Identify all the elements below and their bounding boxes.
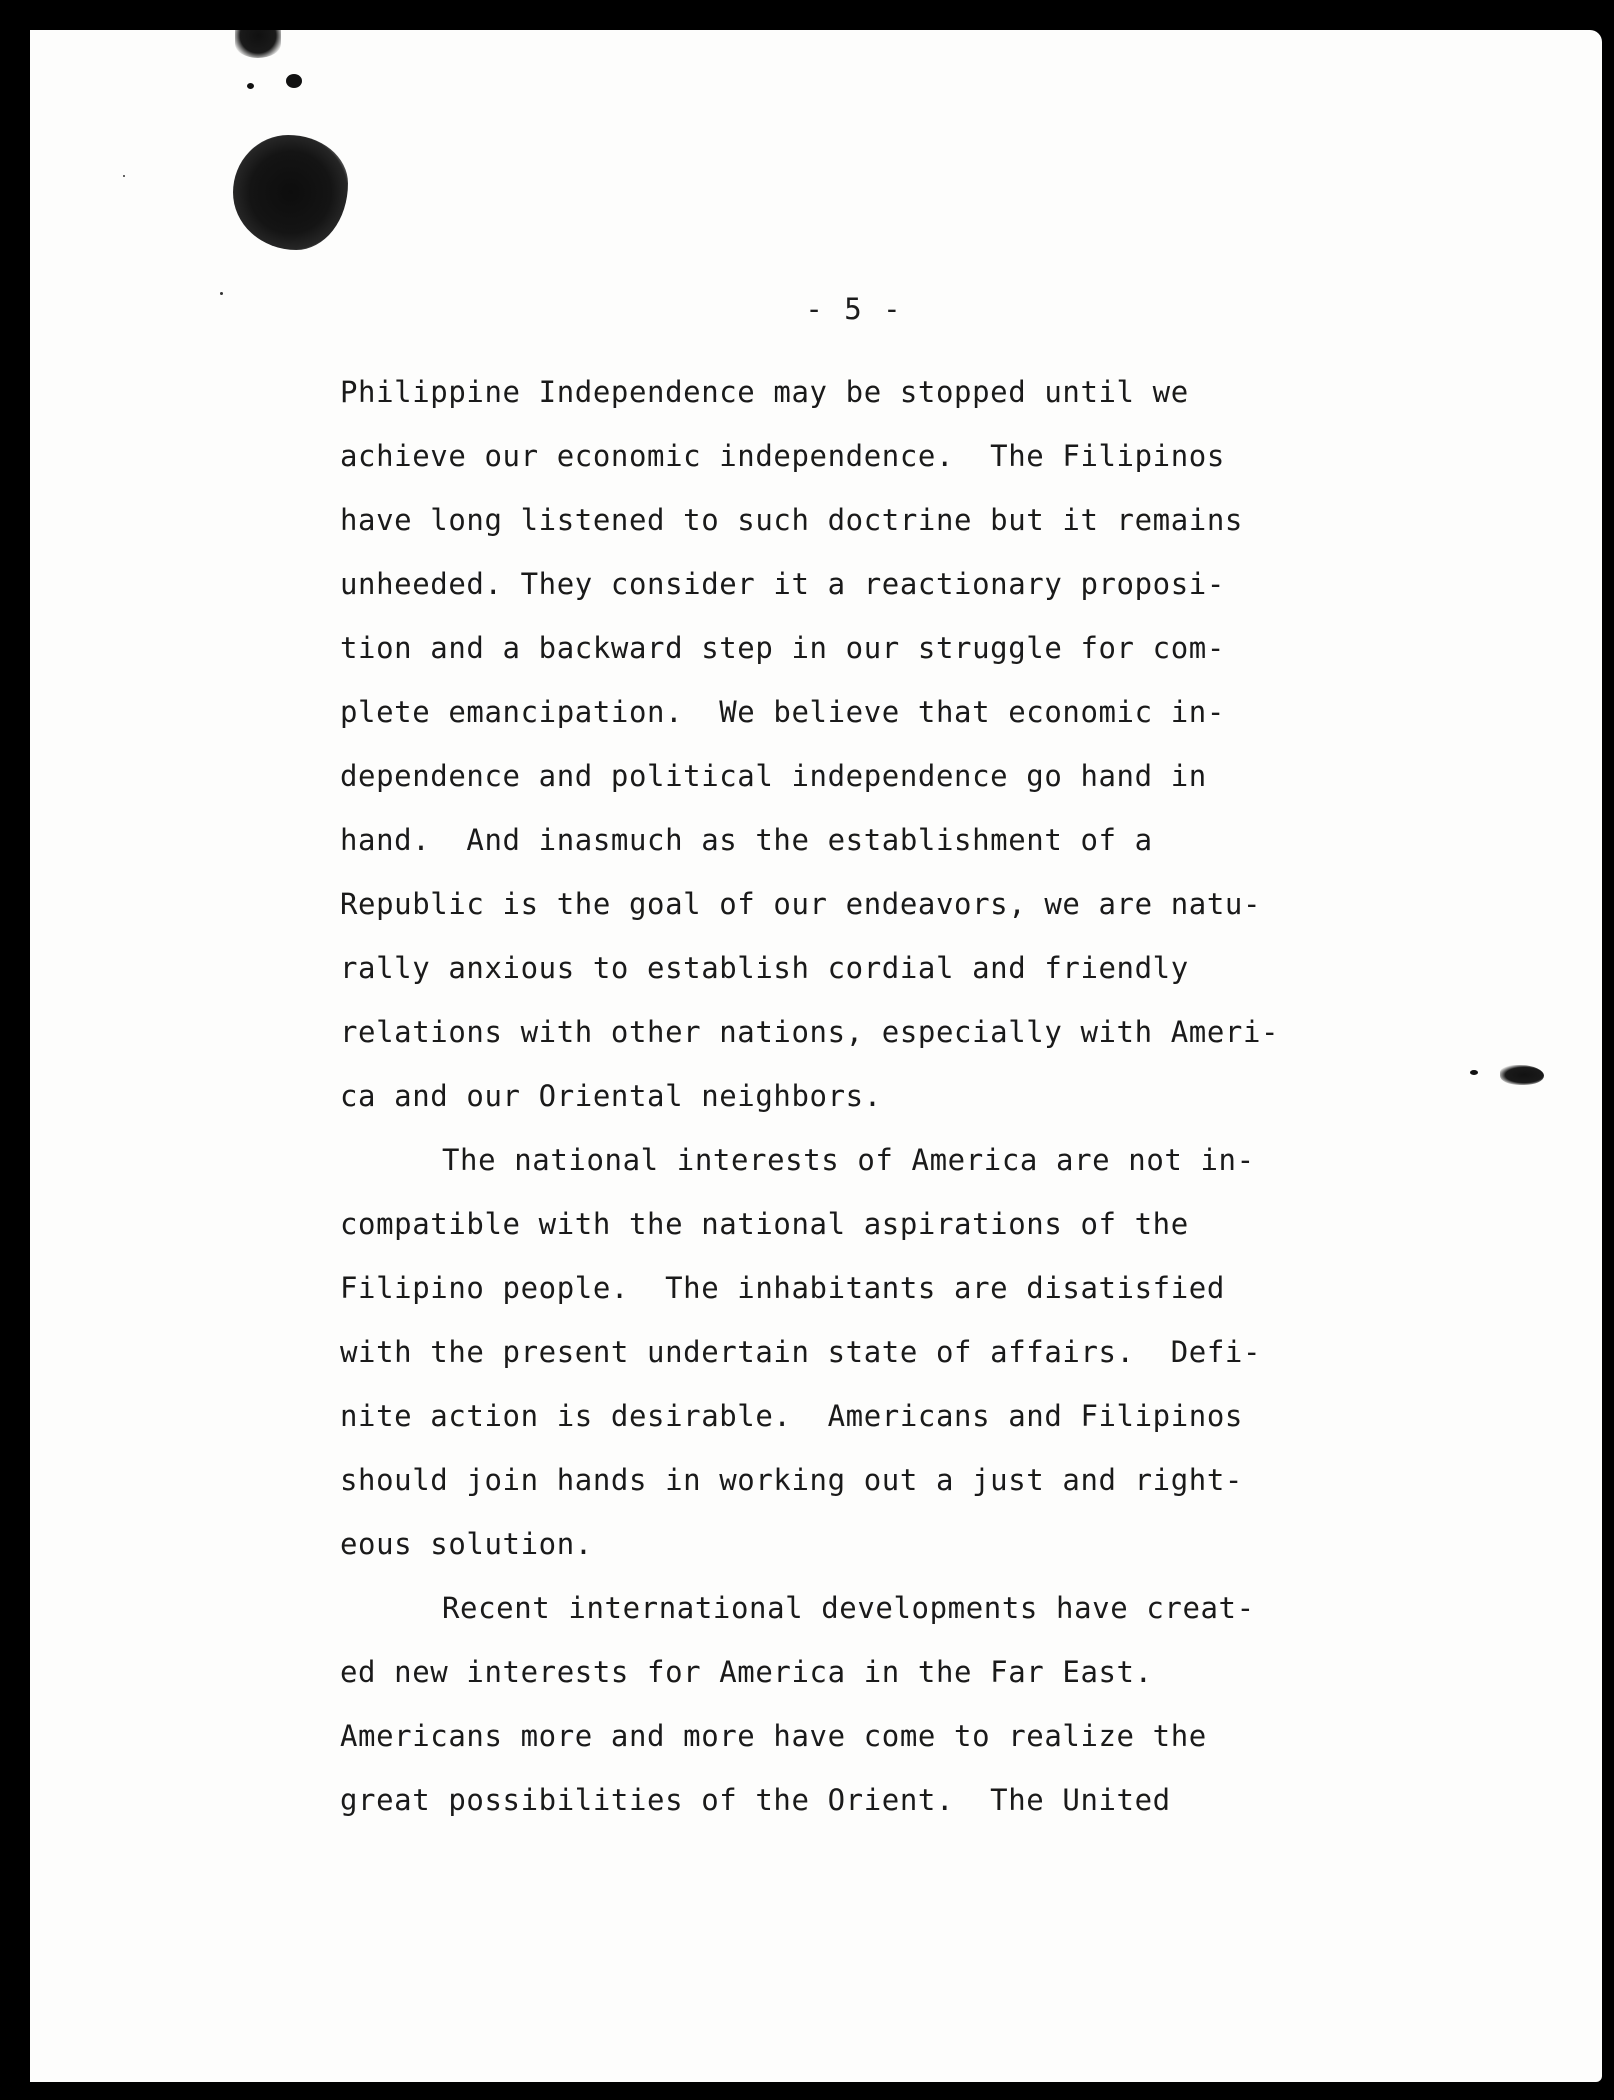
text-line: Recent international developments have creat- [442,1591,1255,1625]
ink-spot [1470,1070,1478,1075]
text-line: ca and our Oriental neighbors. [340,1079,882,1113]
ink-blot [1500,1065,1544,1085]
ink-speck [123,175,125,177]
text-line: with the present undertain state of affairs. Defi- [340,1335,1262,1369]
ink-blot [235,30,281,58]
text-line: ed new interests for America in the Far East. [340,1655,1153,1689]
text-line: tion and a backward step in our struggle for com- [340,631,1225,665]
text-line: nite action is desirable. Americans and Filipinos [340,1399,1243,1433]
text-line: hand. And inasmuch as the establishment of a [340,823,1153,857]
ink-blot [233,135,348,250]
text-line: Americans more and more have come to realize the [340,1719,1207,1753]
text-line: Philippine Independence may be stopped until we [340,375,1189,409]
text-line: great possibilities of the Orient. The United [340,1783,1171,1817]
text-line: plete emancipation. We believe that economic in- [340,695,1225,729]
text-line: compatible with the national aspirations of the [340,1207,1189,1241]
text-line: Republic is the goal of our endeavors, we are natu- [340,887,1262,921]
text-line: unheeded. They consider it a reactionary proposi- [340,567,1225,601]
text-line: achieve our economic independence. The Filipinos [340,439,1225,473]
text-line: Filipino people. The inhabitants are disatisfied [340,1271,1225,1305]
document-page [30,30,1602,2082]
ink-spot [286,74,302,88]
text-line: The national interests of America are not in- [442,1143,1255,1177]
text-line: dependence and political independence go hand in [340,759,1207,793]
text-line: eous solution. [340,1527,593,1561]
text-line: rally anxious to establish cordial and friendly [340,951,1189,985]
text-line: should join hands in working out a just and right- [340,1463,1243,1497]
text-line: have long listened to such doctrine but it remains [340,503,1243,537]
text-line: relations with other nations, especially with Ameri- [340,1015,1280,1049]
body-text [340,360,1420,1832]
ink-spot [247,83,254,89]
page-number: - 5 - [805,292,903,326]
